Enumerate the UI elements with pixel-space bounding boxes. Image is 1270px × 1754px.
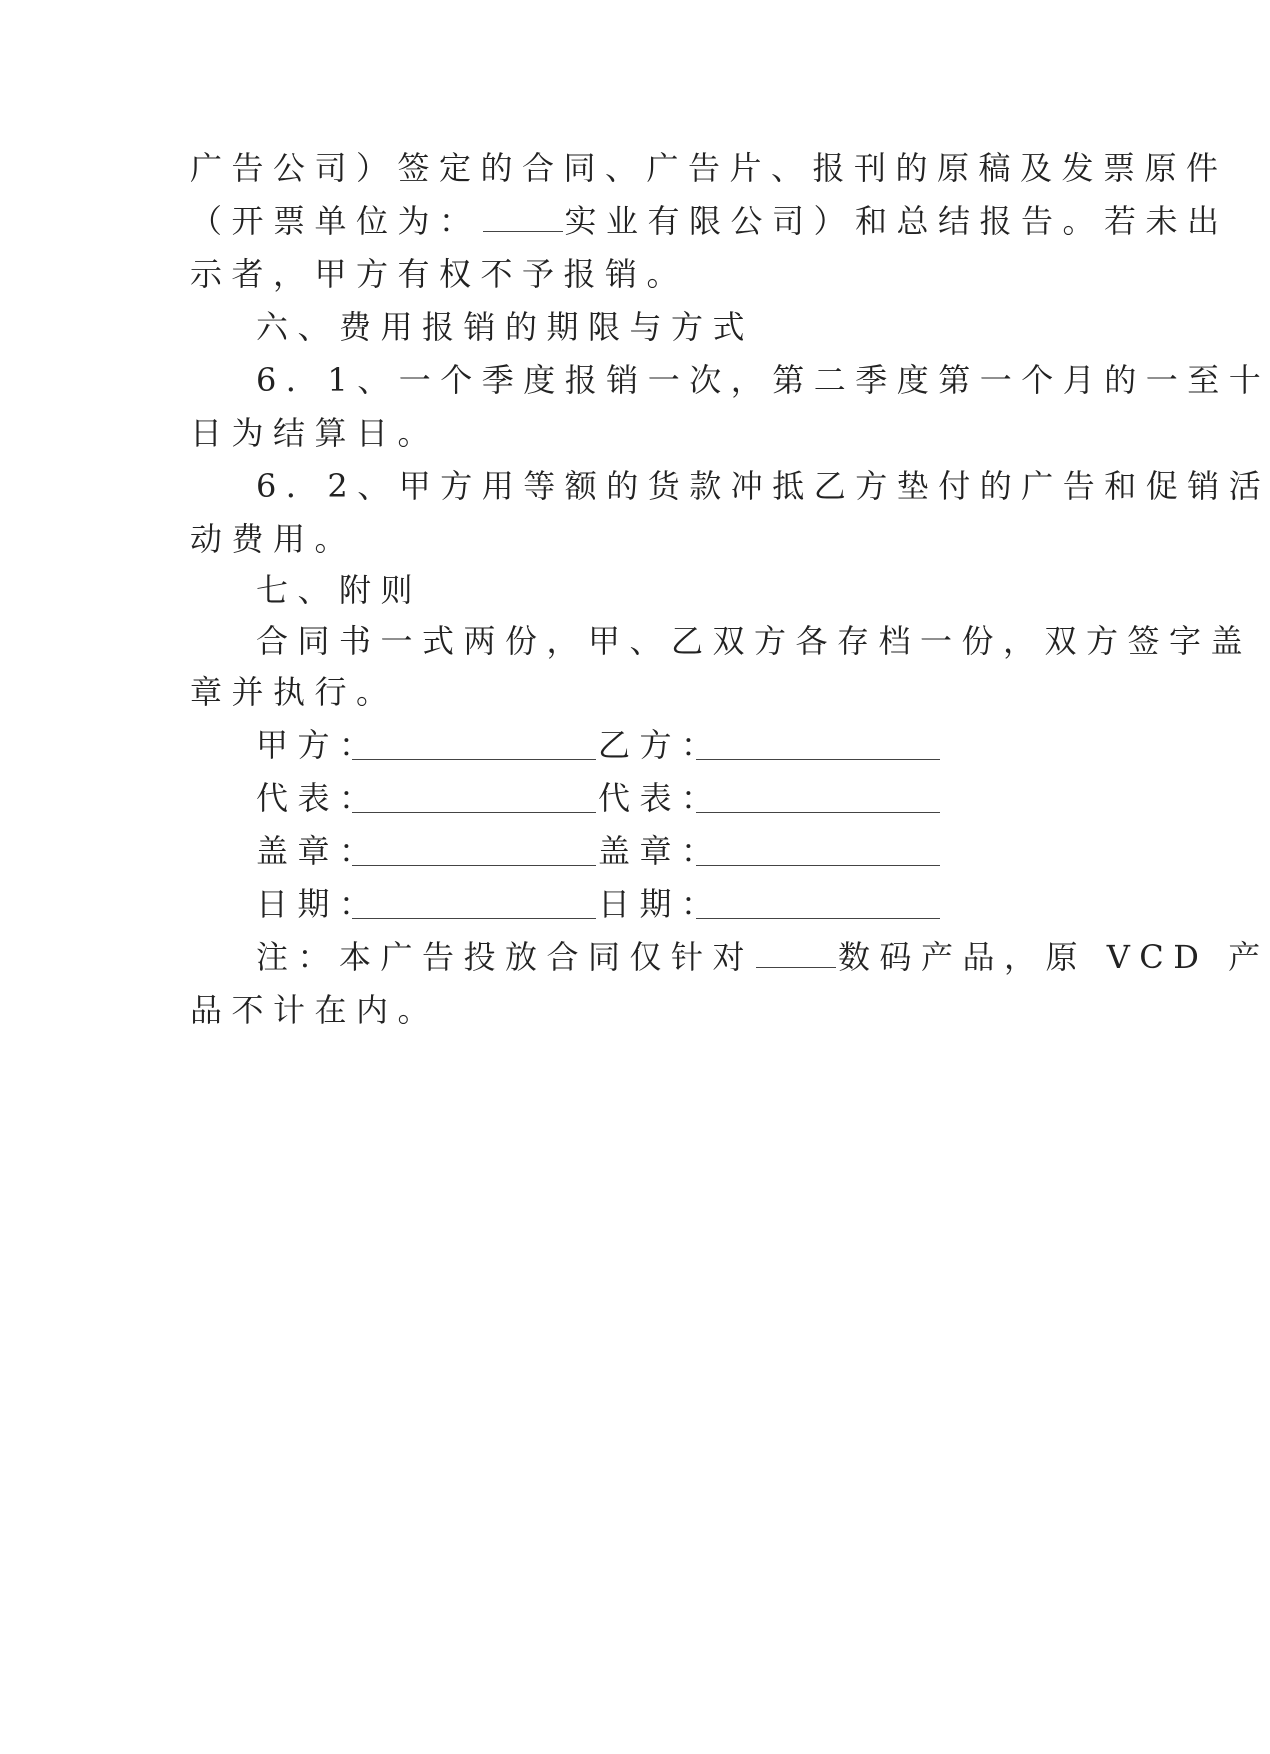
- date-a-label: 日期：: [256, 885, 381, 923]
- fill-in-blank: [756, 937, 836, 968]
- clause-line: 6．2、甲方用等额的货款冲抵乙方垫付的广告和促销活: [256, 467, 1270, 505]
- signature-row-representative: [256, 778, 1056, 818]
- paragraph-line: 章并执行。: [190, 673, 398, 711]
- text-segment: （开票单位为：: [190, 202, 481, 240]
- section-heading: 七、附则: [256, 571, 423, 609]
- signature-blank-line: [352, 759, 596, 760]
- clause-line: 日为结算日。: [190, 414, 440, 452]
- paragraph-line: 广告公司）签定的合同、广告片、报刊的原稿及发票原件: [190, 149, 1228, 187]
- paragraph-line: [190, 201, 1229, 241]
- clause-line: 6．1、一个季度报销一次，第二季度第一个月的一至十: [256, 361, 1270, 399]
- text-segment: 数码产品，原 VCD 产: [838, 938, 1270, 976]
- seal-a-label: 盖章：: [256, 832, 381, 870]
- date-b-label: 日期：: [598, 885, 723, 923]
- signature-blank-line: [352, 918, 596, 919]
- paragraph-line: 示者，甲方有权不予报销。: [190, 255, 689, 293]
- party-b-label: 乙方：: [598, 726, 723, 764]
- signature-row-seal: [256, 831, 1056, 871]
- paragraph-line: 合同书一式两份，甲、乙双方各存档一份，双方签字盖: [256, 622, 1253, 660]
- note-line: 品不计在内。: [190, 991, 440, 1029]
- seal-b-label: 盖章：: [598, 832, 723, 870]
- signature-row-date: [256, 884, 1056, 924]
- signature-blank-line: [696, 759, 940, 760]
- section-heading: 六、费用报销的期限与方式: [256, 308, 755, 346]
- representative-a-label: 代表：: [256, 779, 381, 817]
- signature-blank-line: [352, 812, 596, 813]
- party-a-label: 甲方：: [256, 726, 381, 764]
- signature-blank-line: [352, 865, 596, 866]
- signature-blank-line: [696, 918, 940, 919]
- signature-blank-line: [696, 865, 940, 866]
- fill-in-blank: [483, 201, 563, 232]
- signature-row-party: [256, 725, 1056, 765]
- signature-blank-line: [696, 812, 940, 813]
- note-line: [256, 937, 1270, 977]
- clause-line: 动费用。: [190, 520, 357, 558]
- representative-b-label: 代表：: [598, 779, 723, 817]
- text-segment: 实业有限公司）和总结报告。若未出: [564, 202, 1229, 240]
- text-segment: 注：本广告投放合同仅针对: [256, 938, 755, 976]
